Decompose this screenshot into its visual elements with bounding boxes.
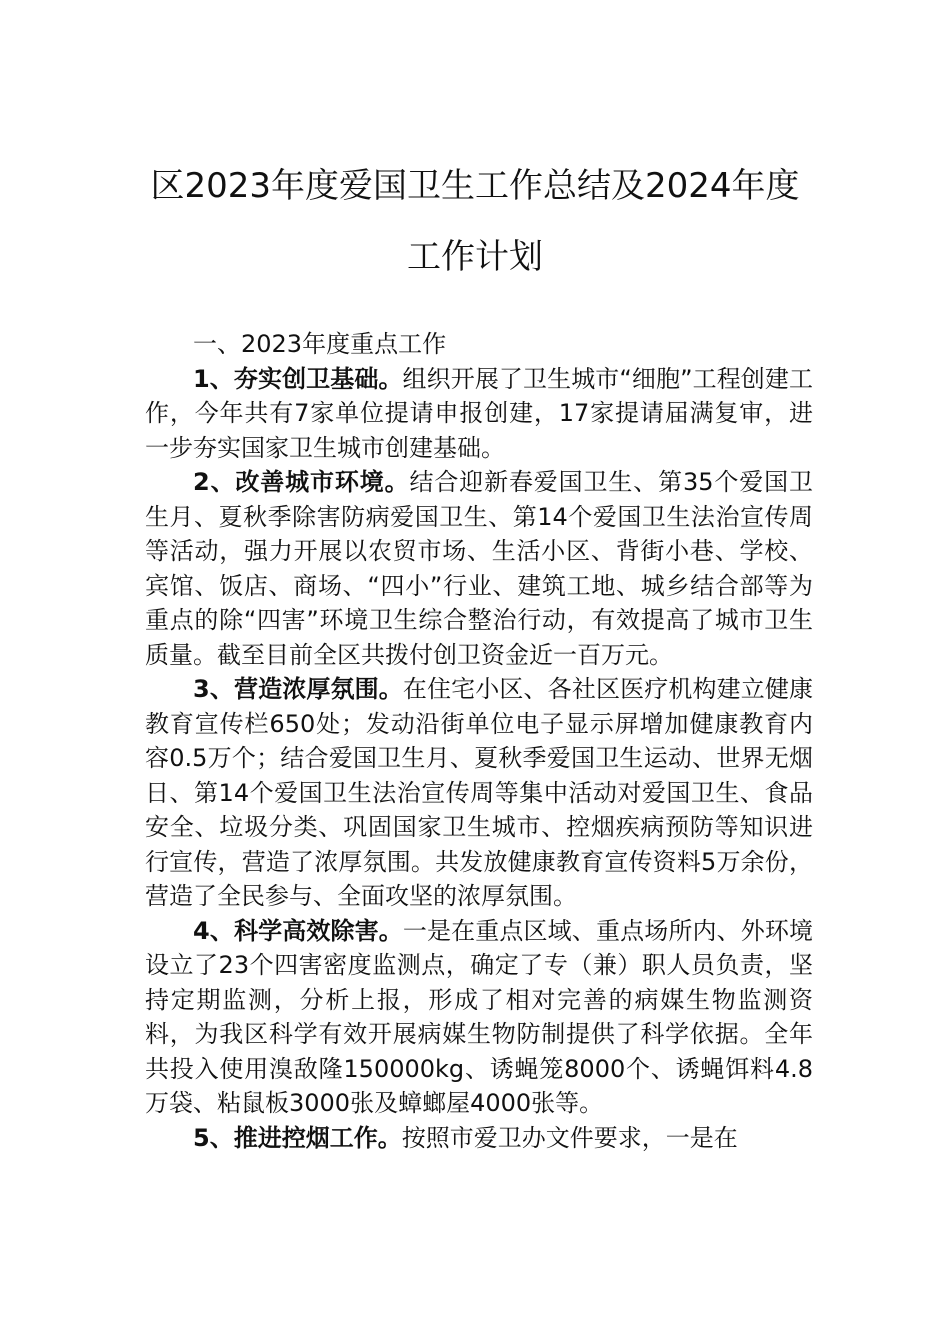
item-heading: 3、营造浓厚氛围。: [193, 675, 403, 703]
paragraph-item-5: [145, 1121, 813, 1156]
paragraph-item-3: [145, 672, 813, 914]
paragraph-item-2: [145, 465, 813, 672]
item-heading: 5、推进控烟工作。: [193, 1123, 402, 1152]
document-title-line-1: 区2023年度爱国卫生工作总结及2024年度: [150, 166, 800, 206]
item-text: 结合迎新春爱国卫生、第35个爱国卫生月、夏秋季除害防病爱国卫生、第14个爱国卫生法治宣传周等活动，强力开展以农贸市场、生活小区、背街小巷、学校、宾馆、饭店、商场、“四小”行业、建筑工地、城乡结合部等为重点的除“四害”环境卫生综合整治行动，有效提高了城市卫生质量。截至目前全区共拨付创卫资金近一百万元。: [145, 468, 813, 669]
item-text: 按照市爱卫办文件要求，一是在: [401, 1123, 738, 1152]
item-heading: 2、改善城市环境。: [193, 468, 410, 496]
item-text: 在住宅小区、各社区医疗机构建立健康教育宣传栏650处；发动沿街单位电子显示屏增加健康教育内容0.5万个；结合爱国卫生月、夏秋季爱国卫生运动、世界无烟日、第14个爱国卫生法治宣传周等集中活动对爱国卫生、食品安全、垃圾分类、巩固国家卫生城市、控烟疾病预防等知识进行宣传，营造了浓厚氛围。共发放健康教育宣传资料5万余份，营造了全民参与、全面攻坚的浓厚氛围。: [145, 675, 813, 910]
item-text: 组织开展了卫生城市“细胞”工程创建工作，今年共有7家单位提请申报创建，17家提请届满复审，进一步夯实国家卫生城市创建基础。: [145, 364, 813, 462]
paragraph-item-1: [145, 362, 813, 466]
item-text: 一是在重点区域、重点场所内、外环境设立了23个四害密度监测点，确定了专（兼）职人员负责，坚持定期监测，分析上报，形成了相对完善的病媒生物监测资料，为我区科学有效开展病媒生物防制提供了科学依据。全年共投入使用溴敌隆150000kg、诱蝇笼8000个、诱蝇饵料4.8万袋、粘鼠板3000张及蟑螂屋4000张等。: [145, 916, 813, 1117]
document-body: [145, 327, 813, 1155]
item-heading: 1、夯实创卫基础。: [193, 364, 403, 393]
section-heading: 一、2023年度重点工作: [193, 330, 447, 358]
paragraph-item-4: [145, 914, 813, 1121]
item-heading: 4、科学高效除害。: [193, 916, 403, 945]
document-title-line-2: 工作计划: [407, 237, 543, 277]
